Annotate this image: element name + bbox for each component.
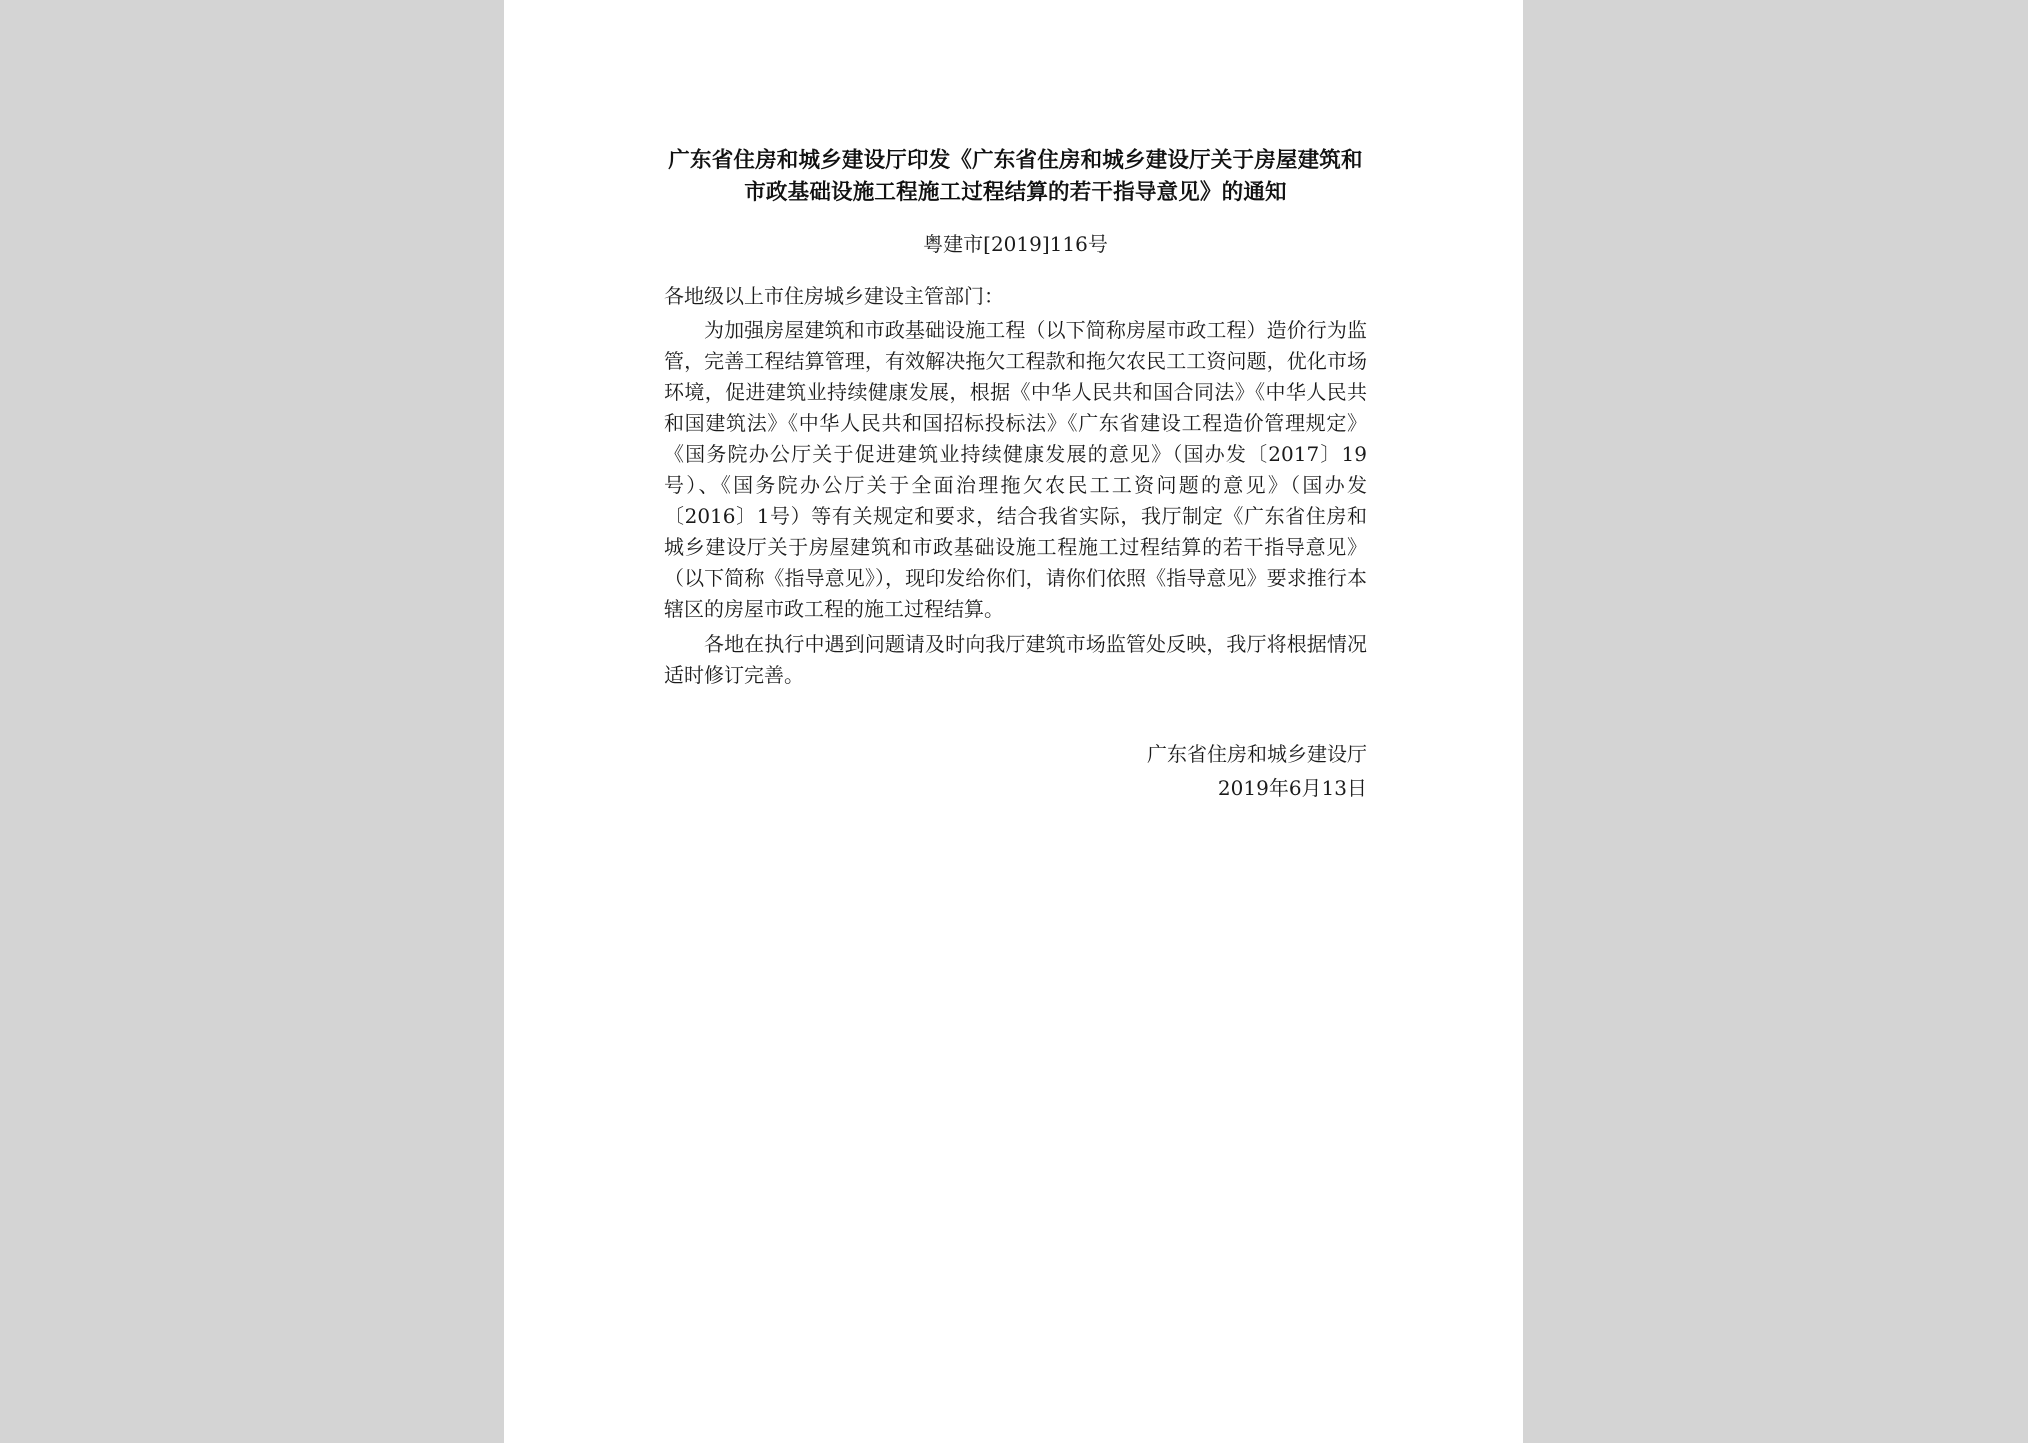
- issue-date: 2019年6月13日: [1217, 776, 1367, 800]
- body-paragraph-2: 各地在执行中遇到问题请及时向我厅建筑市场监管处反映，我厅将根据情况适时修订完善。: [664, 632, 1367, 687]
- document-content: [664, 145, 1367, 805]
- salutation: 各地级以上市住房城乡建设主管部门：: [664, 284, 1004, 308]
- document-number: 粤建市[2019]116号: [923, 232, 1108, 256]
- body-paragraph-1: 为加强房屋建筑和市政基础设施工程（以下简称房屋市政工程）造价行为监管，完善工程结算管理，有效解决拖欠工程款和拖欠农民工工资问题，优化市场环境，促进建筑业持续健康发展，根据《中华人民共和国合同法》《中华人民共和国建筑法》《中华人民共和国招标投标法》《广东省建设工程造价管理规定》《国务院办公厅关于促进建筑业持续健康发展的意见》（国办发〔2017〕19号）、《国务院办公厅关于全面治理拖欠农民工工资问题的意见》（国办发〔2016〕1号）等有关规定和要求，结合我省实际，我厅制定《广东省住房和城乡建设厅关于房屋建筑和市政基础设施工程施工过程结算的若干指导意见》（以下简称《指导意见》），现印发给你们，请你们依照《指导意见》要求推行本辖区的房屋市政工程的施工过程结算。: [664, 318, 1367, 621]
- document-page: [504, 0, 1523, 1443]
- signature-block: [664, 737, 1367, 805]
- document-title: 广东省住房和城乡建设厅印发《广东省住房和城乡建设厅关于房屋建筑和市政基础设施工程施工过程结算的若干指导意见》的通知: [668, 148, 1363, 205]
- issuer-name: 广东省住房和城乡建设厅: [1147, 742, 1367, 766]
